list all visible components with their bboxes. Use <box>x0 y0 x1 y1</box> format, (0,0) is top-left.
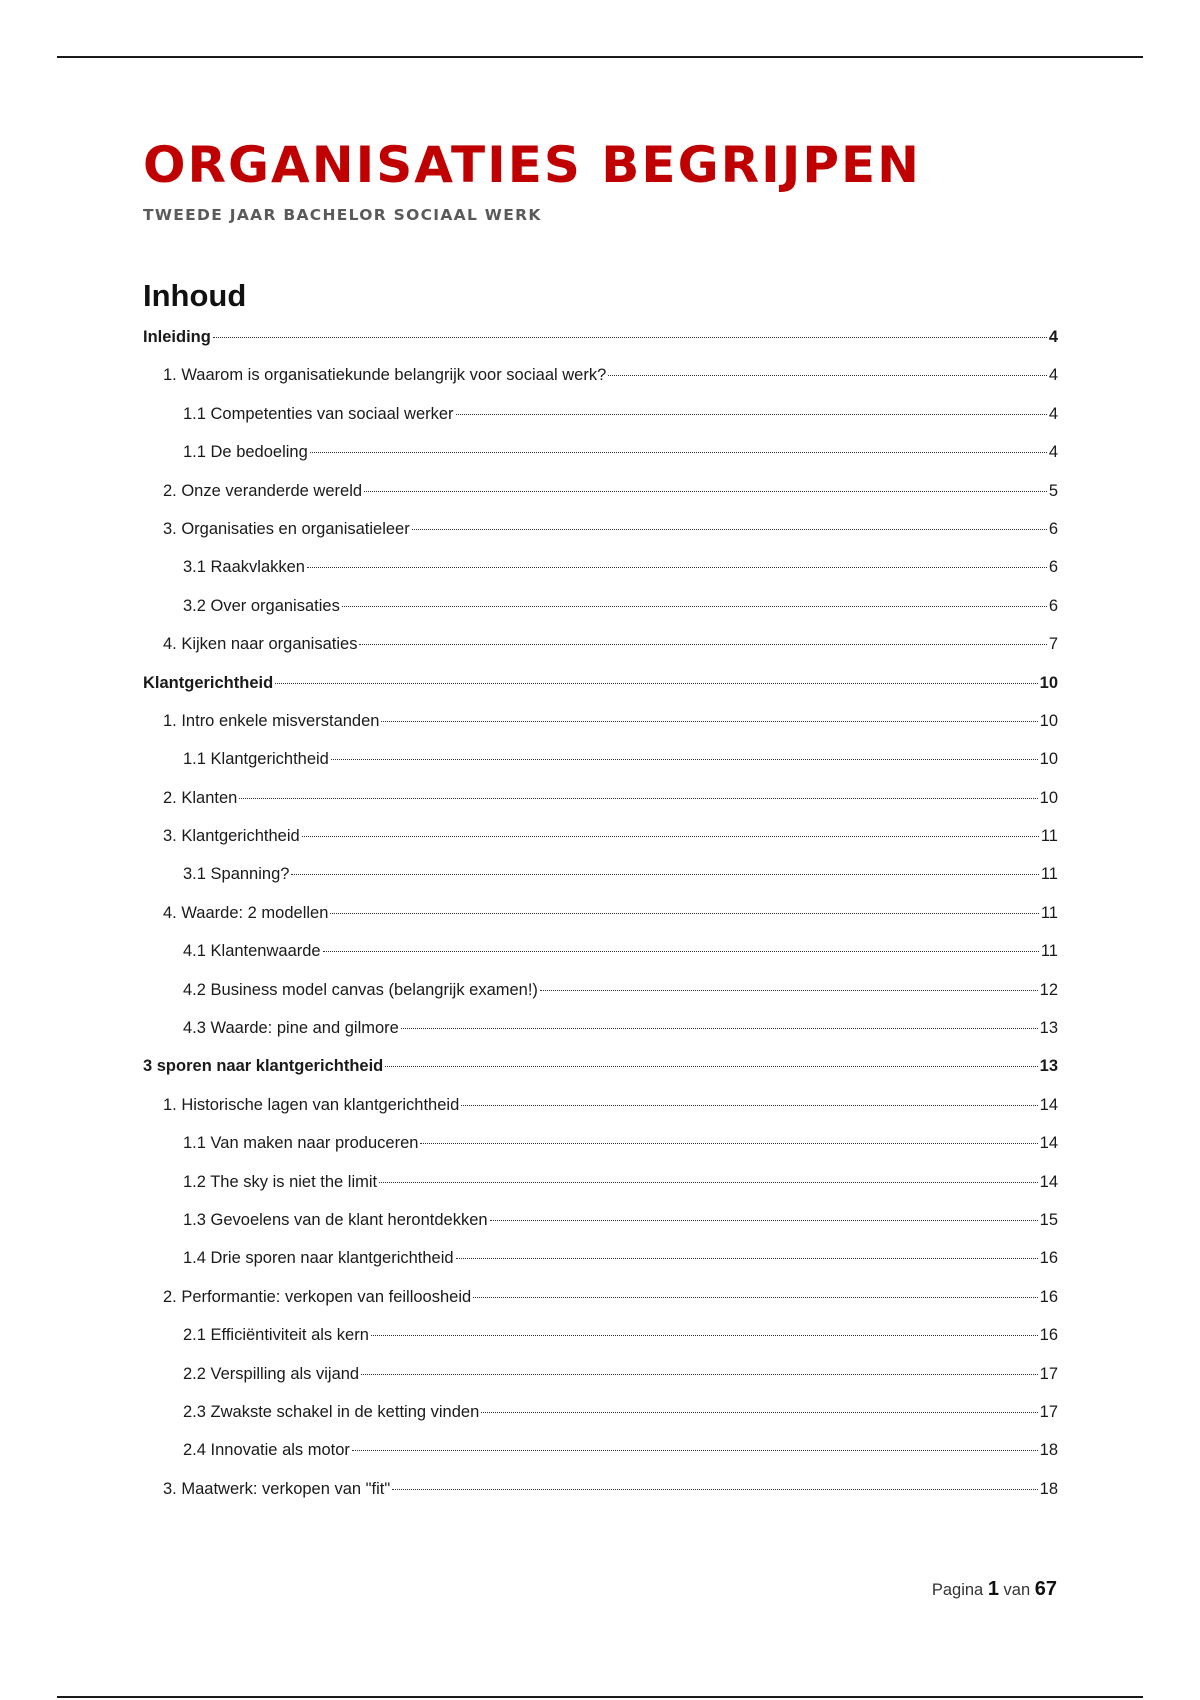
toc-entry-label[interactable]: 1. Historische lagen van klantgerichtheid <box>163 1095 460 1114</box>
toc-dot-leader <box>310 452 1047 453</box>
toc-dot-leader <box>481 1412 1037 1413</box>
toc-entry-page[interactable]: 11 <box>1040 903 1058 922</box>
toc-dot-leader <box>490 1220 1038 1221</box>
toc-entry-page[interactable]: 11 <box>1040 865 1058 884</box>
toc-entry-page[interactable]: 10 <box>1039 788 1058 807</box>
toc-dot-leader <box>420 1143 1037 1144</box>
toc-entry-page[interactable]: 14 <box>1039 1095 1058 1114</box>
toc-entry-label[interactable]: 4.2 Business model canvas (belangrijk examen!) <box>183 980 538 999</box>
page-footer <box>932 1578 1057 1601</box>
toc-entry[interactable] <box>143 1019 1058 1057</box>
header-rule <box>57 56 1143 58</box>
toc-entry-page[interactable]: 11 <box>1040 942 1058 961</box>
toc-entry[interactable] <box>143 1173 1058 1211</box>
toc-dot-leader <box>385 1066 1037 1067</box>
toc-dot-leader <box>364 491 1047 492</box>
toc-entry-label[interactable]: 3.1 Spanning? <box>183 865 290 884</box>
toc-entry-page[interactable]: 15 <box>1039 1210 1058 1229</box>
toc-entry-page[interactable]: 6 <box>1048 519 1058 538</box>
toc-entry-label[interactable]: 1.1 Klantgerichtheid <box>183 750 329 769</box>
toc-entry-label[interactable]: 3.1 Raakvlakken <box>183 558 305 577</box>
toc-entry-label[interactable]: 2.1 Efficiëntiviteit als kern <box>183 1326 369 1345</box>
footer-total-pages: 67 <box>1034 1578 1057 1600</box>
toc-entry[interactable] <box>143 1480 1058 1518</box>
toc-entry[interactable] <box>143 1441 1058 1479</box>
toc-entry-label[interactable]: 4. Kijken naar organisaties <box>163 635 358 654</box>
toc-entry-page[interactable]: 6 <box>1048 596 1058 615</box>
toc-dot-leader <box>307 567 1047 568</box>
document-title: ORGANISATIES BEGRIJPEN <box>143 136 921 194</box>
toc-entry-page[interactable]: 4 <box>1048 404 1058 423</box>
toc-entry-page[interactable]: 16 <box>1039 1326 1058 1345</box>
toc-entry-label[interactable]: 1. Intro enkele misverstanden <box>163 711 380 730</box>
toc-entry-label[interactable]: 4. Waarde: 2 modellen <box>163 903 329 922</box>
toc-entry-label[interactable]: 2. Onze veranderde wereld <box>163 481 363 500</box>
toc-entry-page[interactable]: 11 <box>1040 827 1058 846</box>
toc-entry-label[interactable]: 3 sporen naar klantgerichtheid <box>143 1057 384 1076</box>
toc-dot-leader <box>323 951 1039 952</box>
toc-dot-leader <box>302 836 1039 837</box>
toc-dot-leader <box>461 1105 1037 1106</box>
footer-prefix: Pagina <box>931 1581 984 1599</box>
toc-dot-leader <box>379 1182 1038 1183</box>
toc-entry-page[interactable]: 12 <box>1039 980 1058 999</box>
toc-entry-page[interactable]: 10 <box>1039 711 1058 730</box>
toc-entry[interactable] <box>143 520 1058 558</box>
toc-entry-label[interactable]: 1.2 The sky is niet the limit <box>183 1172 378 1191</box>
toc-dot-leader <box>275 683 1037 684</box>
toc-entry[interactable] <box>143 942 1058 980</box>
toc-entry-page[interactable]: 4 <box>1048 328 1058 346</box>
toc-entry[interactable] <box>143 904 1058 942</box>
toc-entry[interactable] <box>143 865 1058 903</box>
toc-dot-leader <box>213 337 1047 338</box>
toc-dot-leader <box>342 606 1047 607</box>
toc-entry[interactable] <box>143 1403 1058 1441</box>
toc-entry-label[interactable]: 2.3 Zwakste schakel in de ketting vinden <box>183 1402 480 1421</box>
toc-entry[interactable] <box>143 366 1058 404</box>
toc-dot-leader <box>608 375 1047 376</box>
toc-entry[interactable] <box>143 750 1058 788</box>
toc-entry[interactable] <box>143 597 1058 635</box>
toc-entry[interactable] <box>143 1365 1058 1403</box>
toc-entry-page[interactable]: 6 <box>1048 558 1058 577</box>
toc-entry-page[interactable]: 17 <box>1039 1364 1058 1383</box>
toc-entry-page[interactable]: 18 <box>1039 1441 1058 1460</box>
toc-entry-page[interactable]: 16 <box>1039 1287 1058 1306</box>
toc-entry-page[interactable]: 16 <box>1039 1249 1058 1268</box>
footer-separator: van <box>1003 1581 1031 1599</box>
toc-entry-label[interactable]: 4.3 Waarde: pine and gilmore <box>183 1019 399 1038</box>
toc-dot-leader <box>331 759 1038 760</box>
toc-dot-leader <box>291 874 1038 875</box>
toc-dot-leader <box>392 1489 1037 1490</box>
toc-dot-leader <box>359 644 1046 645</box>
toc-entry-label[interactable]: 1.1 Competenties van sociaal werker <box>183 404 454 423</box>
toc-entry[interactable] <box>143 328 1058 366</box>
toc-dot-leader <box>456 1258 1038 1259</box>
toc-dot-leader <box>456 414 1047 415</box>
toc-entry[interactable] <box>143 635 1058 673</box>
toc-entry-label[interactable]: 3. Klantgerichtheid <box>163 827 300 846</box>
footer-rule <box>57 1696 1143 1698</box>
toc-entry[interactable] <box>143 674 1058 712</box>
toc-dot-leader <box>371 1335 1038 1336</box>
toc-entry-label[interactable]: Klantgerichtheid <box>143 673 274 692</box>
toc-dot-leader <box>330 913 1038 914</box>
toc-entry[interactable] <box>143 482 1058 520</box>
toc-entry[interactable] <box>143 405 1058 443</box>
toc-entry-label[interactable]: 3. Organisaties en organisatieleer <box>163 519 410 538</box>
toc-entry-label[interactable]: 2. Klanten <box>163 788 238 807</box>
toc-entry-page[interactable]: 7 <box>1048 635 1058 654</box>
toc-entry-page[interactable]: 10 <box>1039 673 1058 692</box>
toc-entry-label[interactable]: 2.2 Verspilling als vijand <box>183 1364 360 1383</box>
toc-dot-leader <box>361 1374 1038 1375</box>
toc-entry[interactable] <box>143 827 1058 865</box>
toc-entry[interactable] <box>143 558 1058 596</box>
toc-entry-page[interactable]: 17 <box>1039 1402 1058 1421</box>
toc-entry[interactable] <box>143 981 1058 1019</box>
toc-entry-label[interactable]: 2. Performantie: verkopen van feilloosheid <box>163 1287 472 1306</box>
toc-entry[interactable] <box>143 712 1058 750</box>
toc-dot-leader <box>381 721 1037 722</box>
toc-entry[interactable] <box>143 1288 1058 1326</box>
toc-entry-page[interactable]: 4 <box>1048 366 1058 385</box>
toc-dot-leader <box>473 1297 1037 1298</box>
toc-entry-label[interactable]: 1. Waarom is organisatiekunde belangrijk voor sociaal werk? <box>163 366 607 385</box>
toc-entry-label[interactable]: 1.4 Drie sporen naar klantgerichtheid <box>183 1249 454 1268</box>
table-of-contents <box>143 328 1058 1518</box>
toc-entry-label[interactable]: 4.1 Klantenwaarde <box>183 942 321 961</box>
toc-entry[interactable] <box>143 789 1058 827</box>
toc-entry-page[interactable]: 18 <box>1039 1479 1058 1498</box>
toc-entry[interactable] <box>143 1057 1058 1095</box>
toc-entry[interactable] <box>143 1326 1058 1364</box>
toc-entry-label[interactable]: 1.3 Gevoelens van de klant herontdekken <box>183 1210 488 1229</box>
toc-entry-label[interactable]: Inleiding <box>143 328 211 346</box>
toc-entry-page[interactable]: 13 <box>1039 1019 1058 1038</box>
toc-dot-leader <box>401 1028 1038 1029</box>
toc-dot-leader <box>540 990 1038 991</box>
toc-entry[interactable] <box>143 443 1058 481</box>
toc-entry-label[interactable]: 3.2 Over organisaties <box>183 596 340 615</box>
toc-entry[interactable] <box>143 1096 1058 1134</box>
toc-entry-page[interactable]: 14 <box>1039 1172 1058 1191</box>
toc-dot-leader <box>239 798 1037 799</box>
toc-entry-label[interactable]: 1.1 Van maken naar produceren <box>183 1134 419 1153</box>
document-page <box>143 136 1058 1518</box>
toc-entry[interactable] <box>143 1249 1058 1287</box>
toc-dot-leader <box>412 529 1047 530</box>
toc-entry-page[interactable]: 14 <box>1039 1134 1058 1153</box>
toc-entry-label[interactable]: 2.4 Innovatie als motor <box>183 1441 350 1460</box>
toc-entry-page[interactable]: 13 <box>1039 1057 1058 1076</box>
toc-entry-page[interactable]: 4 <box>1048 443 1058 462</box>
footer-current-page: 1 <box>987 1578 999 1600</box>
toc-entry[interactable] <box>143 1211 1058 1249</box>
toc-entry-page[interactable]: 10 <box>1039 750 1058 769</box>
toc-entry-label[interactable]: 3. Maatwerk: verkopen van "fit" <box>163 1479 391 1498</box>
toc-entry[interactable] <box>143 1134 1058 1172</box>
toc-heading: Inhoud <box>143 278 247 313</box>
toc-entry-label[interactable]: 1.1 De bedoeling <box>183 443 308 462</box>
document-subtitle: TWEEDE JAAR BACHELOR SOCIAAL WERK <box>143 206 542 224</box>
toc-entry-page[interactable]: 5 <box>1048 481 1058 500</box>
toc-dot-leader <box>352 1450 1038 1451</box>
